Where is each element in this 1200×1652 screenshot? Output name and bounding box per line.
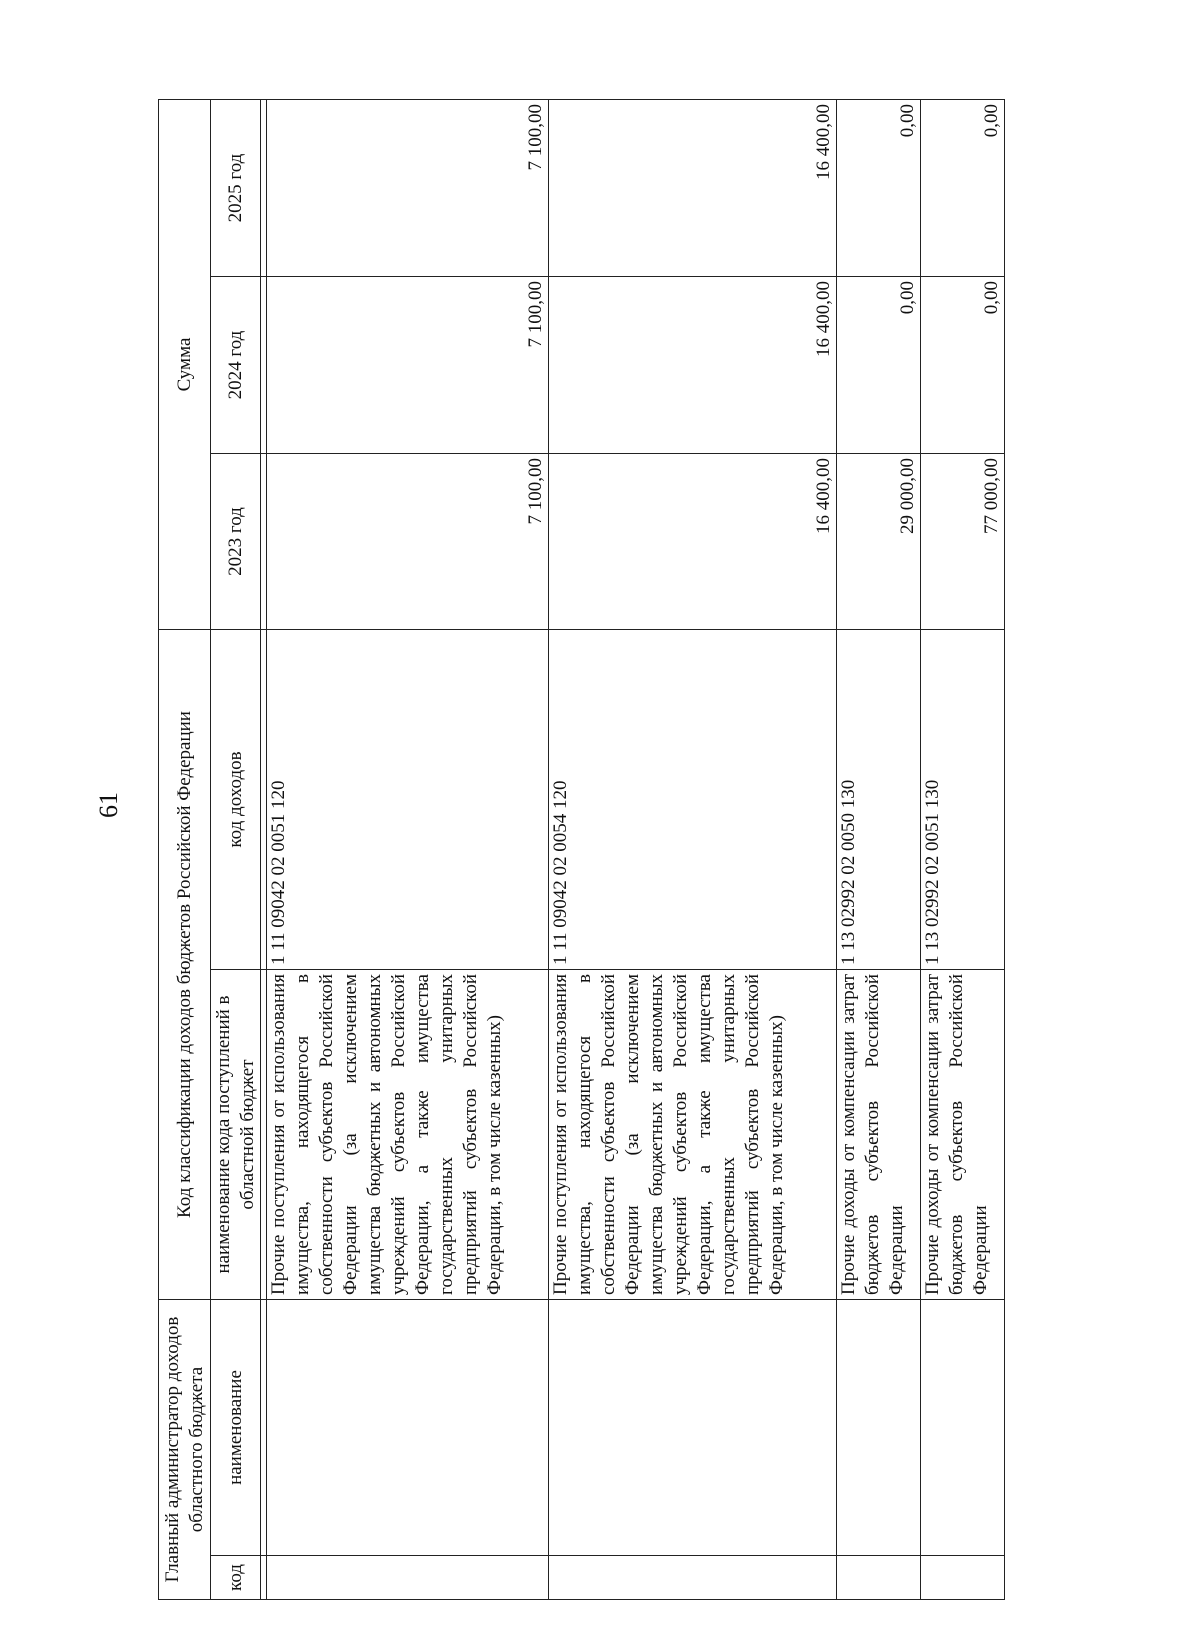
header-name: наименование xyxy=(211,1300,261,1556)
admin-name-cell xyxy=(837,1300,921,1556)
page-number: 61 xyxy=(94,792,123,818)
sum-2024-cell: 16 400,00 xyxy=(549,277,837,454)
admin-code-cell xyxy=(837,1556,921,1600)
sum-2024-cell: 0,00 xyxy=(837,277,921,454)
sum-2023-cell: 29 000,00 xyxy=(837,454,921,630)
admin-code-cell xyxy=(549,1556,837,1600)
income-table xyxy=(158,99,1005,1600)
sum-2025-cell: 0,00 xyxy=(837,100,921,277)
admin-code-cell xyxy=(267,1556,549,1600)
income-code-cell: 1 11 09042 02 0054 120 xyxy=(549,630,837,970)
income-name-cell: Прочие поступления от использования имущества, находящегося в собственности субъектов Российской Федерации (за исключением имущества бюджетных и автономных учреждений субъектов Российской Федерации, а также имущества государственных унитарных предприятий субъектов Российской Федерации, в том числе казенных) xyxy=(549,970,837,1300)
income-code-cell: 1 13 02992 02 0051 130 xyxy=(921,630,1005,970)
sum-2025-cell: 0,00 xyxy=(921,100,1005,277)
sum-2023-cell: 7 100,00 xyxy=(267,454,549,630)
header-year-2023: 2023 год xyxy=(211,454,261,630)
table-row xyxy=(837,100,921,1600)
table-row xyxy=(921,100,1005,1600)
income-code-cell: 1 11 09042 02 0051 120 xyxy=(267,630,549,970)
table-row xyxy=(267,100,549,1600)
income-name-cell: Прочие поступления от использования имущества, находящегося в собственности субъектов Российской Федерации (за исключением имущества бюджетных и автономных учреждений субъектов Российской Федерации, а также имущества государственных унитарных предприятий субъектов Российской Федерации, в том числе казенных) xyxy=(267,970,549,1300)
header-year-2025: 2025 год xyxy=(211,100,261,277)
header-income-name: наименование кода поступлений в областной бюджет xyxy=(211,970,261,1300)
header-income-code: код доходов xyxy=(211,630,261,970)
table-row xyxy=(549,100,837,1600)
income-name-cell: Прочие доходы от компенсации затрат бюджетов субъектов Российской Федерации xyxy=(837,970,921,1300)
sum-2025-cell: 16 400,00 xyxy=(549,100,837,277)
income-name-cell: Прочие доходы от компенсации затрат бюджетов субъектов Российской Федерации xyxy=(921,970,1005,1300)
header-year-2024: 2024 год xyxy=(211,277,261,454)
sum-2023-cell: 77 000,00 xyxy=(921,454,1005,630)
admin-name-cell xyxy=(267,1300,549,1556)
header-sum-group: Сумма xyxy=(159,100,211,630)
header-classification-group: Код классификации доходов бюджетов Российской Федерации xyxy=(159,630,211,1300)
admin-name-cell xyxy=(549,1300,837,1556)
sum-2024-cell: 0,00 xyxy=(921,277,1005,454)
admin-name-cell xyxy=(921,1300,1005,1556)
sum-2023-cell: 16 400,00 xyxy=(549,454,837,630)
sum-2025-cell: 7 100,00 xyxy=(267,100,549,277)
income-code-cell: 1 13 02992 02 0050 130 xyxy=(837,630,921,970)
admin-code-cell xyxy=(921,1556,1005,1600)
sum-2024-cell: 7 100,00 xyxy=(267,277,549,454)
header-code: код xyxy=(211,1556,261,1600)
header-admin-group: Главный администратор доходов областного бюджета xyxy=(159,1300,211,1600)
rotated-page-content xyxy=(158,100,1048,1600)
